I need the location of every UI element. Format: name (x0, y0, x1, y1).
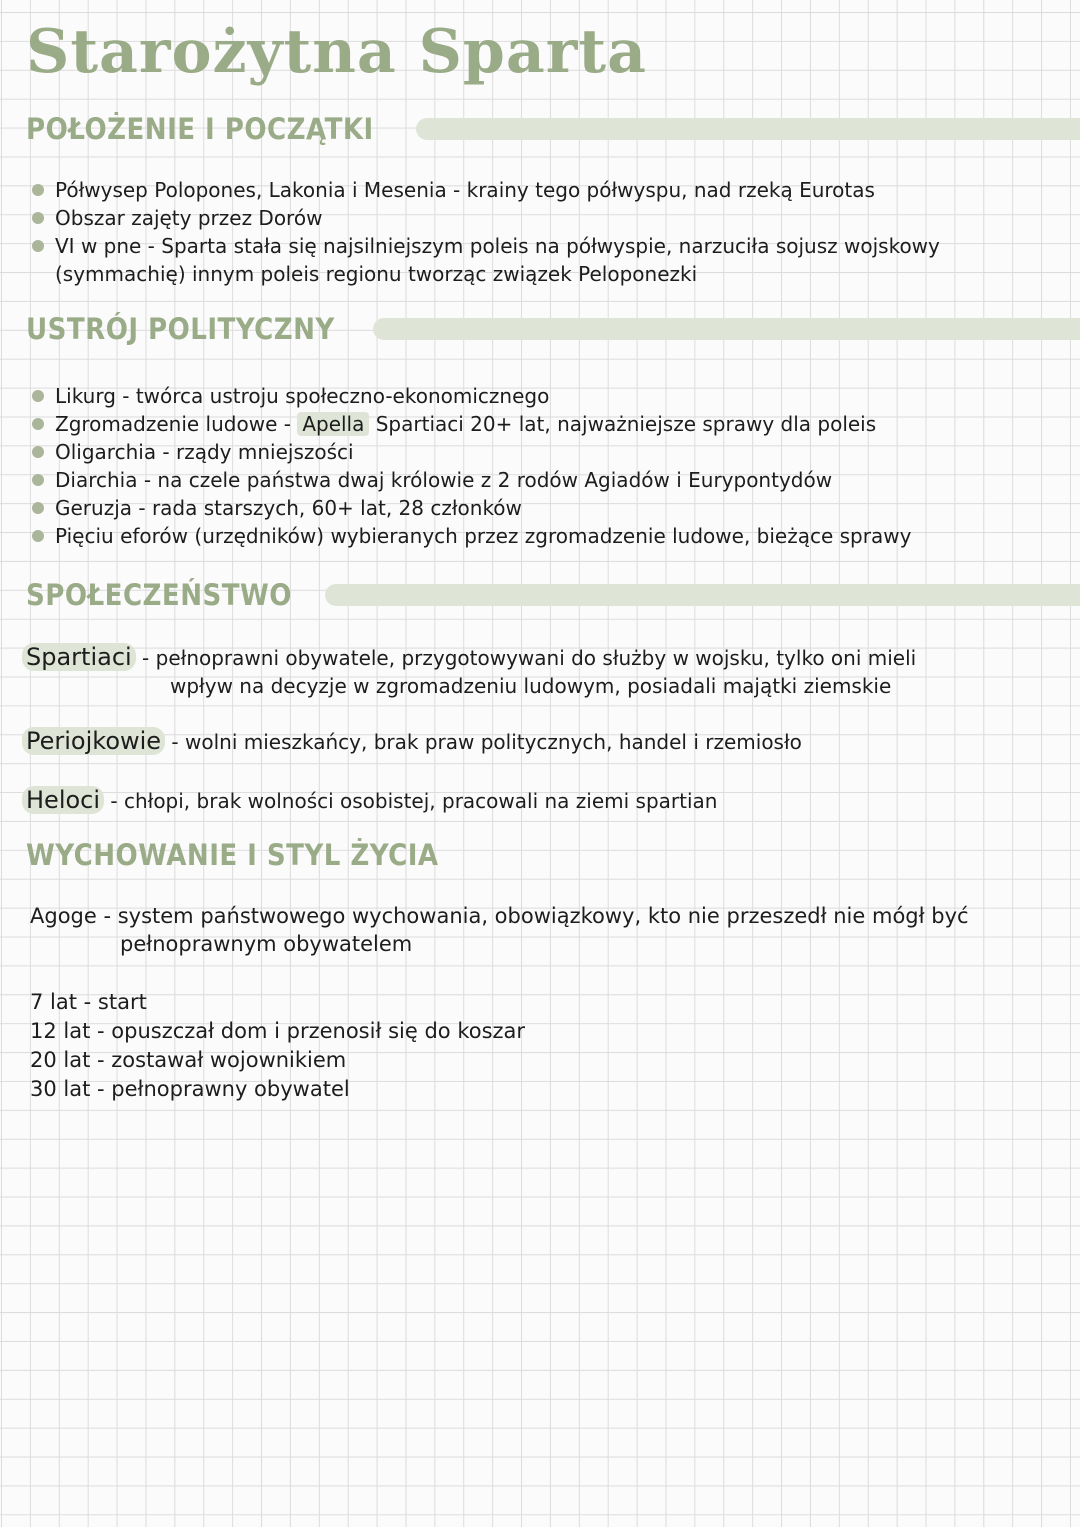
list-item: Obszar zajęty przez Dorów (30, 204, 1030, 232)
heading-text: USTRÓJ POLITYCZNY (26, 312, 335, 346)
bullet-icon (32, 184, 44, 196)
bullet-icon (32, 390, 44, 402)
heading-text: SPOŁECZEŃSTWO (26, 578, 292, 612)
agoge-entry: Agoge - system państwowego wychowania, obowiązkowy, kto nie przeszedł nie mógł być pełnoprawnym obywatelem (30, 904, 969, 956)
list-item: Geruzja - rada starszych, 60+ lat, 28 członków (30, 494, 1030, 522)
age-item: 12 lat - opuszczał dom i przenosił się do koszar (30, 1019, 526, 1043)
apella-highlight: Apella (297, 412, 369, 436)
page-title: Starożytna Sparta (26, 17, 647, 87)
age-item: 20 lat - zostawał wojownikiem (30, 1048, 347, 1072)
section-heading-spoleczenstwo (26, 578, 1080, 612)
polozenie-list (30, 176, 1030, 288)
age-list (30, 988, 525, 1104)
list-item: Pięciu eforów (urzędników) wybieranych przez zgromadzenie ludowe, bieżące sprawy (30, 522, 1030, 550)
spartiaci-entry: Spartiaci - pełnoprawni obywatele, przygotowywani do służby w wojsku, tylko oni mieli wpływ na decyzje w zgromadzeniu ludowym, posiadali majątki ziemskie (22, 643, 1062, 700)
heloci-term: Heloci (22, 786, 104, 814)
list-item: Diarchia - na czele państwa dwaj królowie z 2 rodów Agiadów i Eurypontydów (30, 466, 1030, 494)
list-item: Likurg - twórca ustroju społeczno-ekonomicznego (30, 382, 1030, 410)
heading-text: WYCHOWANIE I STYL ŻYCIA (26, 838, 439, 872)
bullet-icon (32, 418, 44, 430)
bullet-icon (32, 446, 44, 458)
perjoikowie-term: Periojkowie (22, 727, 165, 755)
list-item: VI w pne - Sparta stała się najsilniejszym poleis na półwyspie, narzuciła sojusz wojskowy (symmachię) innym poleis regionu tworząc związek Peloponezki (30, 232, 995, 288)
age-item: 30 lat - pełnoprawny obywatel (30, 1077, 350, 1101)
list-item: Zgromadzenie ludowe - Apella Spartiaci 20+ lat, najważniejsze sprawy dla poleis (30, 410, 1030, 438)
heading-text: POŁOŻENIE I POCZĄTKI (26, 112, 374, 146)
list-item: Półwysep Polopones, Lakonia i Mesenia - krainy tego półwyspu, nad rzeką Eurotas (30, 176, 1030, 204)
heloci-entry: Heloci - chłopi, brak wolności osobistej, pracowali na ziemi spartian (22, 786, 1062, 815)
heading-bar (416, 118, 1080, 140)
bullet-icon (32, 240, 44, 252)
bullet-icon (32, 474, 44, 486)
section-heading-wychowanie (26, 838, 1080, 872)
bullet-icon (32, 212, 44, 224)
heading-bar (325, 584, 1080, 606)
perjoikowie-entry: Periojkowie - wolni mieszkańcy, brak praw politycznych, handel i rzemiosło (22, 727, 1062, 756)
list-item: Oligarchia - rządy mniejszości (30, 438, 1030, 466)
section-heading-polozenie (26, 112, 1080, 146)
heading-bar (373, 318, 1080, 340)
spartiaci-term: Spartiaci (22, 643, 136, 671)
bullet-icon (32, 502, 44, 514)
bullet-icon (32, 530, 44, 542)
section-heading-ustroj (26, 312, 1080, 346)
age-item: 7 lat - start (30, 990, 147, 1014)
ustroj-list (30, 382, 1030, 550)
